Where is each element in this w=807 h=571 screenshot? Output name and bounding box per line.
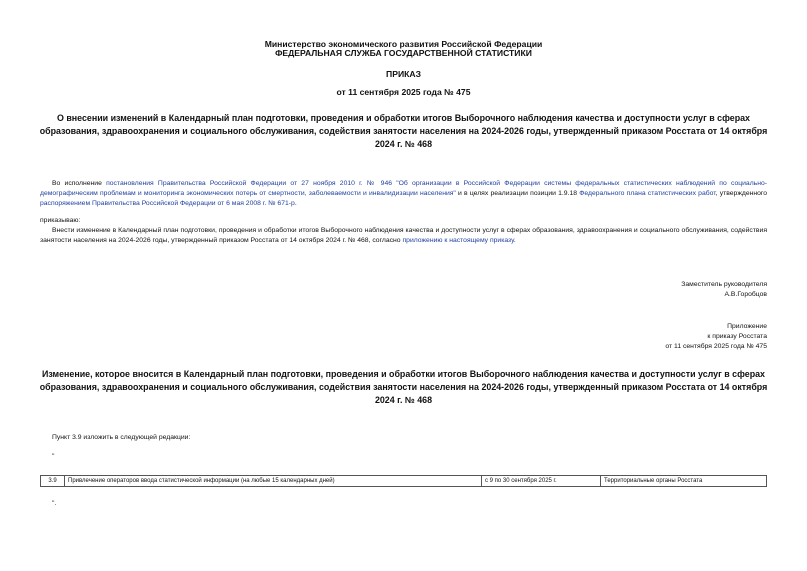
preamble-text-4: .	[294, 200, 297, 207]
order-directive: приказываю:	[40, 217, 81, 224]
signer-name: А.В.Горобцов	[724, 291, 767, 298]
signature-block	[681, 280, 767, 300]
federal-plan-link[interactable]: Федерального плана статистических работ	[579, 190, 716, 197]
cell-period: с 9 по 30 сентября 2025 г.	[482, 476, 601, 487]
appendix-label: Приложение	[727, 323, 767, 330]
body-text-end: .	[513, 237, 516, 244]
plan-table	[40, 475, 767, 487]
punkt-instruction: Пункт 3.9 изложить в следующей редакции:	[52, 434, 191, 441]
cell-number: 3.9	[41, 476, 65, 487]
preamble-text-1: Во исполнение	[52, 180, 107, 187]
service-heading: ФЕДЕРАЛЬНАЯ СЛУЖБА ГОСУДАРСТВЕННОЙ СТАТИСТИКИ	[275, 48, 532, 58]
appendix-to: к приказу Росстата	[707, 333, 767, 340]
appendix-block	[665, 322, 767, 352]
order-type: ПРИКАЗ	[386, 69, 421, 79]
preamble-text-2: и в целях реализации позиции 1.9.18	[455, 190, 580, 197]
preamble-text-3: , утвержденного	[715, 190, 768, 197]
order-title: О внесении изменений в Календарный план подготовки, проведения и обработки итогов Выборочного наблюдения качества и доступности услуг в сферах образования, здравоохранения и социального обслуживания, содействия занятости населения на 2024-2026 годы, утвержденный приказом Росстата от 14 октября 2024 г. № 468	[39, 113, 768, 149]
cell-executor: Территориальные органы Росстата	[601, 476, 767, 487]
signer-position: Заместитель руководителя	[681, 281, 767, 288]
preamble-paragraph	[40, 179, 767, 209]
quote-open: "	[52, 453, 55, 460]
table-row	[41, 476, 767, 487]
body-text: Внести изменение в Календарный план подготовки, проведения и обработки итогов Выборочного наблюдения качества и доступности услуг в сферах образования, здравоохранения и социального обслуживания, содействия занятости населения на 2024-2026 годы, утвержденный приказом Росстата от 14 октября 2024 г. № 468, согласно	[40, 227, 767, 244]
ministry-heading: Министерство экономического развития Российской Федерации	[264, 39, 543, 49]
cell-action: Привлечение операторов ввода статистической информации (на любые 15 календарных дней)	[65, 476, 482, 487]
decree-link[interactable]: постановления Правительства Российской Федерации от 27 ноября 2010 г. № 946 "Об организации в Российской Федерации системы федеральных статистических наблюдений по социально-демографическим проблемам и мониторинга экономических потерь от смертности, заболеваемости и инвалидизации населения"	[40, 180, 767, 197]
appendix-date: от 11 сентября 2025 года № 475	[665, 343, 767, 350]
quote-close: ".	[52, 500, 57, 507]
order-date: от 11 сентября 2025 года № 475	[336, 87, 471, 97]
body-paragraph	[40, 226, 767, 246]
change-title: Изменение, которое вносится в Календарный план подготовки, проведения и обработки итогов Выборочного наблюдения качества и доступности услуг в сферах образования, здравоохранения и социального обслуживания, содействия занятости населения на 2024-2026 годы, утвержденный приказом Росстата от 14 октября 2024 г. № 468	[39, 369, 768, 405]
appendix-link[interactable]: приложению к настоящему приказу	[402, 237, 514, 244]
government-order-link[interactable]: распоряжением Правительства Российской Федерации от 6 мая 2008 г. № 671-р	[40, 200, 295, 207]
